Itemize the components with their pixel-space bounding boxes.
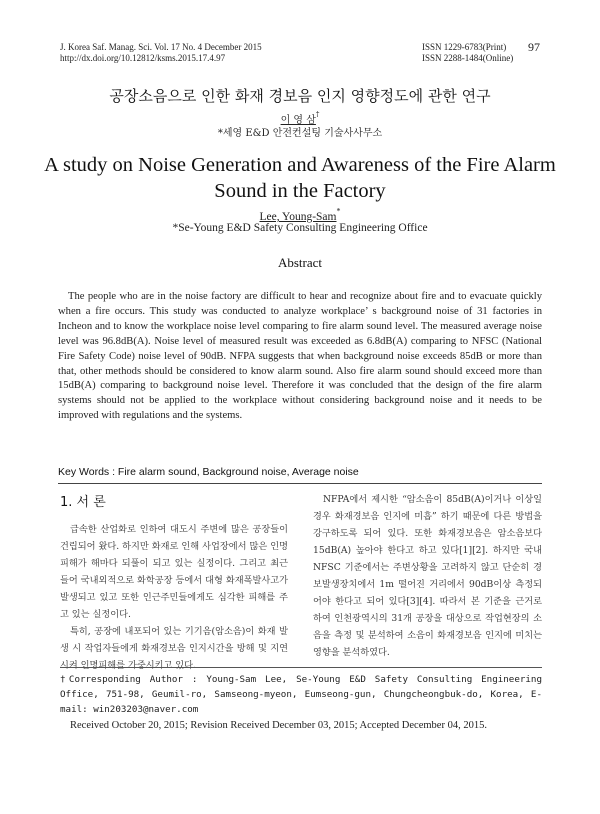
- intro-paragraph-2: 특히, 공장에 내포되어 있는 기기음(암소음)이 화재 발생 시 작업자들에게 화재경보음 인지시간을 방해 및 지연시켜 인명피해를 가중시키고 있다.: [60, 626, 288, 671]
- footnote-divider: [60, 667, 542, 668]
- doi-link[interactable]: http://dx.doi.org/10.12812/ksms.2015.17.4.97: [60, 53, 226, 63]
- paper-title-english-line1: A study on Noise Generation and Awareness of the Fire Alarm: [44, 154, 556, 176]
- abstract-heading: Abstract: [277, 255, 323, 270]
- received-dates-footnote: Received October 20, 2015; Revision Received December 03, 2015; Accepted December 04, 2015.: [70, 720, 487, 731]
- left-column: [60, 521, 288, 674]
- author-korean-mark: †: [315, 110, 320, 119]
- issn-print: ISSN 1229-6783(Print): [422, 42, 507, 52]
- keywords: Key Words : Fire alarm sound, Background noise, Average noise: [58, 466, 359, 478]
- page-number: 97: [528, 40, 540, 54]
- intro-paragraph-1: 급속한 산업화로 인하여 대도시 주변에 많은 공장들이 건립되어 왔다. 하지만 화재로 인해 사업장에서 많은 인명피해가 해마다 되풀이 되고 있는 실정이다. 그리고 최근 들어 국내외적으로 화학공장 등에서 대형 화재폭발사고가 발생되고 있고 또한 인근주민들에게도 심각한 피해를 주고 있는 실정이다.: [60, 524, 288, 620]
- paper-title-korean: 공장소음으로 인한 화재 경보음 인지 영향정도에 관한 연구: [109, 87, 491, 105]
- intro-paragraph-3: NFPA에서 제시한 “암소음이 85dB(A)이거나 이상일 경우 화재경보음 인지에 미흡” 하기 때문에 다른 방법을 강구하도록 되어 있다. 또한 화재경보음은 암소음보다 15dB(A) 높아야 한다고 하고 있다[1][2]. 하지만 국내 NFSC 기준에서는 주변상황을 고려하지 않고 단순히 경보발생장치에서 1m 떨어진 거리에서 90dB이상 측정되어야 한다고 되어 있다[3][4]. 따라서 본 기준을 근거로 하여 인천광역시의 31개 공장을 대상으로 작업현장의 소음을 측정 및 분석하여 소음이 화재경보음 인지에 미치는 영향을 분석하였다.: [313, 494, 542, 658]
- paper-title-english-line2: Sound in the Factory: [214, 180, 386, 202]
- affiliation-korean: *세영 E&D 안전컨설팅 기술사사무소: [217, 128, 383, 139]
- right-column: [313, 491, 542, 661]
- abstract-body: The people who are in the noise factory are difficult to hear and recognize about fire and to evacuate quickly when a fire occurs. This study was conducted to analyze workplace’ s background noise of 31 factories in Incheon and to know the workplace noise level comparing to fire alarm sound level. The measured average noise level was 96.8dB(A). Noise level of measured result was exceeded as 6.8dB(A) comparing to NFSC (National Fire Safety Code) noise level of 90dB. NFPA suggests that when background noise exceeds 85dB or more than that, other methods should be considered to know alarm sound. Also fire alarm sound should exceed more than 15dB(A) comparing to background noise level. Therefore it was concluded that the design of the fire alarm systems should not be applied to the workplace without considering background noise and it needs to be improved with regulations and the systems.: [58, 291, 542, 422]
- author-english: Lee, Young-Sam: [259, 211, 337, 223]
- section-heading-introduction: 1. 서 론: [60, 495, 106, 510]
- affiliation-english: *Se-Young E&D Safety Consulting Engineering Office: [172, 222, 428, 234]
- author-english-mark: *: [336, 206, 341, 216]
- author-korean: 이 영 삼: [280, 115, 316, 126]
- journal-citation: J. Korea Saf. Manag. Sci. Vol. 17 No. 4 December 2015: [60, 42, 262, 52]
- corresponding-author-footnote: †Corresponding Author : Young-Sam Lee, Se-Young E&D Safety Consulting Engineering Office, 751-98, Geumil-ro, Samseong-myeon, Eumseong-gun, Chungcheongbuk-do, Korea, E-mail: win203203@naver.com: [60, 674, 542, 715]
- issn-online: ISSN 2288-1484(Online): [422, 53, 514, 63]
- abstract-divider: [58, 483, 542, 484]
